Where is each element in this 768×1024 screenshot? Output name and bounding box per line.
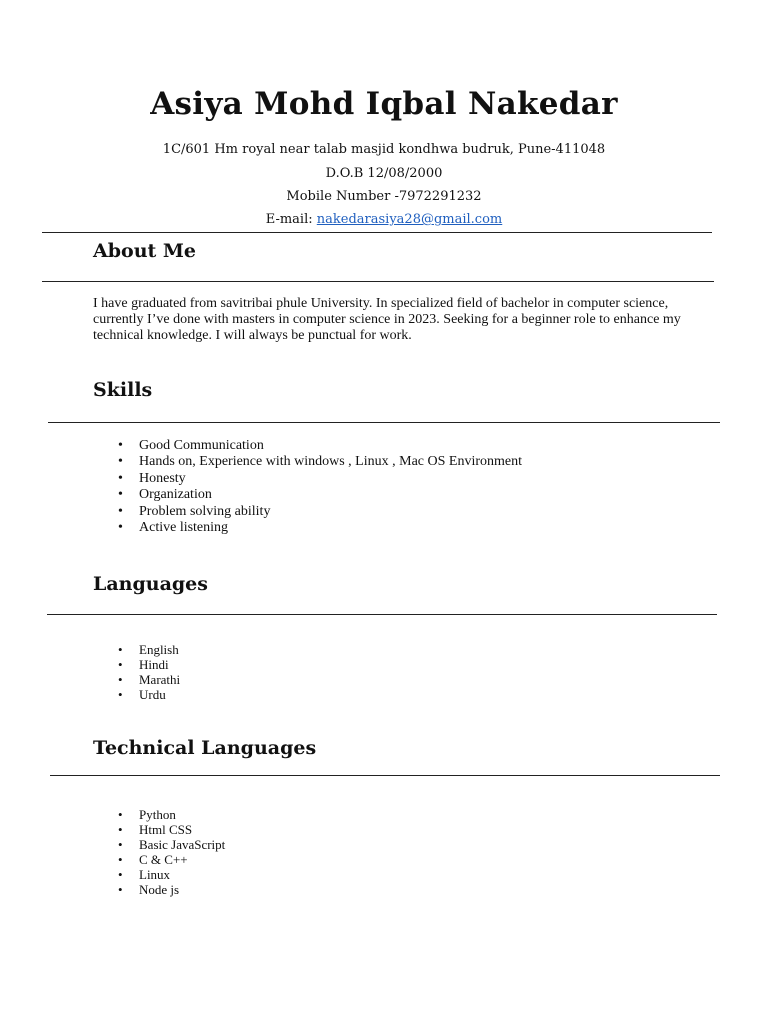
list-item: • Active listening: [118, 520, 522, 536]
address-line: 1C/601 Hm royal near talab masjid kondhwa budruk, Pune-411048: [162, 142, 606, 157]
header-divider: [42, 232, 712, 233]
mobile-line: Mobile Number -7972291232: [286, 189, 482, 204]
list-item: • Linux: [118, 867, 225, 882]
list-item: • Marathi: [118, 672, 180, 687]
list-item: • C & C++: [118, 852, 225, 867]
list-item: • Good Communication: [118, 438, 522, 454]
list-item: • English: [118, 642, 180, 657]
email-line: [0, 212, 768, 227]
about-text: I have graduated from savitribai phule University. In specialized field of bachelor in computer science, currently I’ve done with masters in computer science in 2023. Seeking for a beginner role to enhance my technical knowledge. I will always be punctual for work.: [93, 296, 681, 343]
technical-heading: Technical Languages: [93, 737, 317, 759]
list-item: • Urdu: [118, 687, 180, 702]
technical-list: [118, 807, 225, 897]
languages-divider: [47, 614, 717, 615]
list-item: • Honesty: [118, 471, 522, 487]
list-item: • Basic JavaScript: [118, 837, 225, 852]
dob-line: D.O.B 12/08/2000: [325, 166, 443, 181]
list-item: • Python: [118, 807, 225, 822]
about-divider: [42, 281, 714, 282]
languages-list: [118, 642, 180, 702]
technical-divider: [50, 775, 720, 776]
list-item: • Html CSS: [118, 822, 225, 837]
list-item: • Organization: [118, 487, 522, 503]
skills-divider: [48, 422, 720, 423]
email-label: E-mail:: [265, 212, 317, 227]
resume-name: Asiya Mohd Iqbal Nakedar: [150, 86, 618, 122]
about-heading: About Me: [93, 240, 197, 262]
list-item: • Hindi: [118, 657, 180, 672]
skills-list: [118, 438, 522, 536]
list-item: • Hands on, Experience with windows , Linux , Mac OS Environment: [118, 454, 522, 470]
email-link[interactable]: nakedarasiya28@gmail.com: [316, 212, 503, 227]
skills-heading: Skills: [93, 379, 153, 401]
list-item: • Node js: [118, 882, 225, 897]
list-item: • Problem solving ability: [118, 504, 522, 520]
languages-heading: Languages: [93, 573, 208, 595]
